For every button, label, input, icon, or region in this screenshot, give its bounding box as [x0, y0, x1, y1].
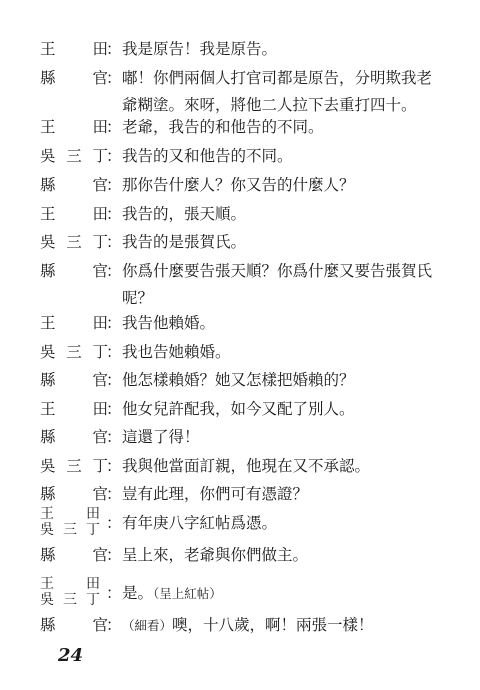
speaker-char: 三: [66, 233, 82, 251]
speaker-name-top: [40, 506, 100, 522]
speaker-char: 田: [92, 118, 108, 136]
dialogue-text-body: 是。: [122, 584, 154, 602]
dialogue-text-body: 噢，十八歲，啊！兩張一樣！: [172, 616, 374, 634]
speaker-char: 官: [92, 616, 108, 634]
colon: ：: [106, 314, 122, 332]
colon: ：: [106, 233, 122, 251]
colon: ：: [106, 584, 122, 602]
speaker-char: 田: [92, 205, 108, 223]
speaker-char: 王: [40, 205, 56, 223]
speaker-char: 官: [92, 371, 108, 389]
speaker-char: 官: [92, 546, 108, 564]
dialogue-continuation: 爺糊塗。來呀，將他二人拉下去重打四十。: [122, 96, 417, 114]
speaker-name-top: [40, 576, 100, 592]
joint-dialogue-line: [40, 576, 460, 616]
speaker-name: [40, 426, 108, 448]
dialogue-continuation: 呢？: [122, 289, 154, 307]
page-number: 24: [58, 645, 84, 666]
colon: ：: [106, 400, 122, 418]
speaker-char: 官: [92, 69, 108, 87]
speaker-name: [40, 116, 108, 138]
colon: ：: [106, 262, 122, 280]
speaker-char: 吳: [40, 147, 56, 165]
colon: ：: [106, 428, 122, 446]
speaker-char: 縣: [40, 485, 56, 503]
dialogue-text: 我告他賴婚。: [122, 314, 216, 332]
colon: ：: [106, 371, 122, 389]
speaker-char: 縣: [40, 428, 56, 446]
dialogue-text: 你爲什麼要告張天順？你爲什麼又要告張賀氏: [122, 262, 433, 280]
speaker-char: 丁: [86, 592, 100, 608]
speaker-char: 田: [92, 314, 108, 332]
speaker-name: [40, 174, 108, 196]
speaker-name-bottom: [40, 592, 100, 608]
speaker-char: 官: [92, 485, 108, 503]
colon: ：: [106, 616, 122, 634]
speaker-char: 田: [92, 40, 108, 58]
dialogue-text: 那你告什麼人？你又告的什麼人？: [122, 176, 355, 194]
speaker-char: 王: [40, 314, 56, 332]
speaker-char: 吳: [40, 233, 56, 251]
dialogue-text: 老爺，我告的和他告的不同。: [122, 118, 324, 136]
colon: ：: [106, 514, 122, 532]
speaker-char: 官: [92, 428, 108, 446]
speaker-name: [40, 369, 108, 391]
speaker-char: 田: [86, 576, 100, 592]
speaker-char: 吳: [40, 343, 56, 361]
speaker-char: 王: [40, 576, 54, 592]
speaker-char: 三: [63, 592, 77, 608]
speaker-char: 縣: [40, 371, 56, 389]
speaker-name: [40, 203, 108, 225]
speaker-char: 三: [66, 147, 82, 165]
dialogue-text: 他女兒許配我，如今又配了別人。: [122, 400, 355, 418]
speaker-char: 縣: [40, 616, 56, 634]
speaker-char: 三: [63, 522, 77, 538]
dialogue-text: 他怎樣賴婚？她又怎樣把婚賴的？: [122, 371, 355, 389]
speaker-char: 王: [40, 40, 56, 58]
dialogue-text: 我也告她賴婚。: [122, 343, 231, 361]
speaker-name: [40, 483, 108, 505]
dialogue-text: 我與他當面訂親，他現在又不承認。: [122, 457, 371, 475]
dialogue-text-body: 有年庚八字紅帖爲憑。: [122, 514, 278, 532]
stage-direction: （細看）: [122, 618, 173, 633]
colon: ：: [106, 176, 122, 194]
speaker-char: 田: [86, 506, 100, 522]
speaker-char: 官: [92, 176, 108, 194]
dialogue-text: 我告的，張天順。: [122, 205, 247, 223]
colon: ：: [106, 485, 122, 503]
speaker-char: 縣: [40, 262, 56, 280]
speaker-char: 吳: [40, 457, 56, 475]
speaker-char: 縣: [40, 176, 56, 194]
dialogue-text: 我告的是張賀氏。: [122, 233, 247, 251]
dialogue-text: [122, 582, 222, 605]
speaker-char: 官: [92, 262, 108, 280]
speaker-name: [40, 544, 108, 566]
speaker-name: [40, 398, 108, 420]
speaker-name: [40, 614, 108, 636]
speaker-name: [40, 455, 108, 477]
speaker-char: 丁: [92, 457, 108, 475]
stage-direction: （呈上紅帖）: [153, 586, 222, 601]
colon: ：: [106, 40, 122, 58]
dialogue-text: [122, 512, 277, 534]
dialogue-text: 呈上來，老爺與你們做主。: [122, 546, 309, 564]
dialogue-text: 我是原告！我是原告。: [122, 40, 278, 58]
speaker-char: 丁: [92, 233, 108, 251]
speaker-char: 縣: [40, 546, 56, 564]
speaker-char: 三: [66, 343, 82, 361]
speaker-char: 丁: [92, 343, 108, 361]
speaker-name: [40, 145, 108, 167]
colon: ：: [106, 69, 122, 87]
dialogue-text: [122, 614, 374, 637]
colon: ：: [106, 457, 122, 475]
speaker-name: [40, 341, 108, 363]
speaker-char: 丁: [92, 147, 108, 165]
speaker-char: 田: [92, 400, 108, 418]
speaker-char: 吳: [40, 522, 54, 538]
speaker-char: 王: [40, 400, 56, 418]
speaker-char: 王: [40, 118, 56, 136]
speaker-name: [40, 312, 108, 334]
speaker-char: 三: [66, 457, 82, 475]
speaker-char: 吳: [40, 592, 54, 608]
joint-dialogue-line: [40, 506, 460, 546]
dialogue-text: 我告的又和他告的不同。: [122, 147, 293, 165]
colon: ：: [106, 118, 122, 136]
colon: ：: [106, 343, 122, 361]
dialogue-text: 這還了得！: [122, 428, 200, 446]
dialogue-text: 豈有此理，你們可有憑證？: [122, 485, 309, 503]
speaker-char: 王: [40, 506, 54, 522]
dialogue-text: 嘟！你們兩個人打官司都是原告，分明欺我老: [122, 69, 433, 87]
speaker-name-bottom: [40, 522, 100, 538]
colon: ：: [106, 546, 122, 564]
speaker-name: [40, 38, 108, 60]
speaker-char: 縣: [40, 69, 56, 87]
speaker-name: [40, 231, 108, 253]
speaker-name: [40, 67, 108, 89]
speaker-char: 丁: [86, 522, 100, 538]
colon: ：: [106, 205, 122, 223]
speaker-name: [40, 260, 108, 282]
colon: ：: [106, 147, 122, 165]
